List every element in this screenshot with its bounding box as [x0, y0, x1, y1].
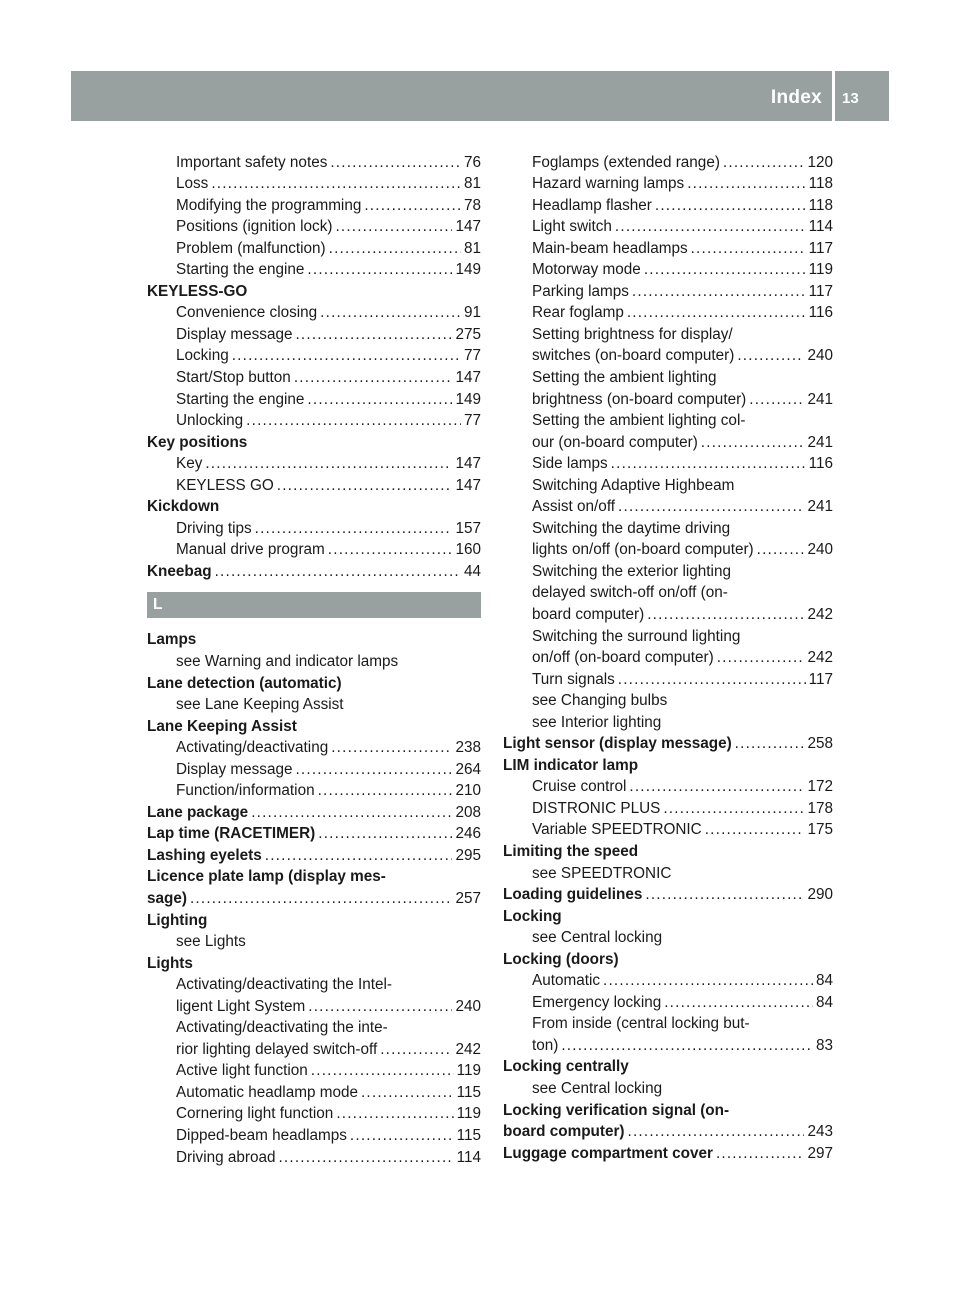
index-heading: Lane Keeping Assist	[147, 717, 297, 735]
dot-leader	[211, 173, 461, 195]
entry-page-number: 243	[807, 1123, 833, 1141]
header-divider	[832, 71, 835, 121]
index-subentry	[147, 1125, 481, 1147]
index-subentry	[147, 737, 481, 759]
entry-page-number: 119	[456, 1105, 481, 1123]
entry-page-number: 238	[455, 739, 481, 757]
index-subentry	[147, 518, 481, 540]
entry-page-number: 117	[808, 282, 833, 300]
dot-leader	[716, 1143, 805, 1165]
index-subentry	[503, 281, 833, 303]
index-subline: Switching the exterior lighting	[532, 562, 731, 580]
dot-leader	[663, 798, 804, 820]
dot-leader	[701, 432, 805, 454]
index-heading: Lighting	[147, 911, 208, 929]
index-main-entry	[147, 802, 481, 824]
entry-page-number: 91	[463, 304, 481, 322]
index-main-entry	[147, 561, 481, 583]
entry-page-number: 241	[807, 498, 833, 516]
dot-leader	[717, 647, 805, 669]
entry-page-number: 116	[808, 304, 833, 322]
index-subline: see Changing bulbs	[532, 692, 668, 710]
dot-leader	[364, 195, 461, 217]
entry-label: Manual drive program	[176, 541, 325, 559]
index-subentry	[503, 389, 833, 411]
index-subline: From inside (central locking but-	[532, 1015, 750, 1033]
entry-page-number: 297	[807, 1144, 833, 1162]
index-subline: see Central locking	[532, 1080, 663, 1098]
index-subentry	[503, 992, 833, 1014]
dot-leader	[330, 152, 461, 174]
entry-page-number: 77	[463, 412, 481, 430]
entry-page-number: 157	[455, 519, 481, 537]
index-subentry	[503, 302, 833, 324]
dot-leader	[361, 1082, 454, 1104]
dot-leader	[190, 888, 453, 910]
page-title: Index	[770, 87, 822, 108]
index-heading: Locking verification signal (on-	[503, 1101, 730, 1119]
dot-leader	[307, 259, 452, 281]
entry-label: Headlamp flasher	[532, 196, 652, 214]
dot-leader	[723, 152, 805, 174]
index-heading: Lamps	[147, 631, 197, 649]
dot-leader	[705, 819, 805, 841]
index-main-entry	[503, 1121, 833, 1143]
entry-label: Turn signals	[532, 670, 615, 688]
index-block-l-continued	[503, 152, 833, 1165]
entry-page-number: 119	[808, 261, 833, 279]
dot-leader	[687, 173, 805, 195]
entry-page-number: 115	[456, 1127, 481, 1145]
index-heading: Licence plate lamp (display mes-	[147, 868, 386, 886]
entry-label: Modifying the programming	[176, 196, 362, 214]
entry-label: Driving abroad	[176, 1148, 276, 1166]
dot-leader	[265, 845, 453, 867]
index-heading: Locking centrally	[503, 1058, 629, 1076]
entry-page-number: 147	[455, 368, 481, 386]
index-subline: see Lane Keeping Assist	[176, 696, 344, 714]
entry-label: Starting the engine	[176, 261, 305, 279]
index-subline: see Central locking	[532, 929, 663, 947]
dot-leader	[335, 216, 452, 238]
index-subentry	[503, 819, 833, 841]
dot-leader	[308, 996, 452, 1018]
index-subentry	[147, 389, 481, 411]
index-subentry	[503, 776, 833, 798]
index-block-k	[147, 152, 481, 583]
dot-leader	[251, 802, 452, 824]
entry-label: Light switch	[532, 218, 612, 236]
entry-label: Important safety notes	[176, 153, 328, 171]
entry-page-number: 240	[807, 347, 833, 365]
index-subentry	[503, 238, 833, 260]
entry-page-number: 241	[807, 390, 833, 408]
dot-leader	[328, 539, 453, 561]
entry-label: Display message	[176, 760, 293, 778]
index-subentry	[147, 1082, 481, 1104]
dot-leader	[277, 475, 453, 497]
dot-leader	[232, 345, 461, 367]
page-number: 13	[842, 90, 859, 107]
index-subentry	[503, 970, 833, 992]
entry-label: Cruise control	[532, 778, 627, 796]
entry-page-number: 242	[807, 605, 833, 623]
entry-page-number: 44	[463, 562, 481, 580]
index-subentry	[147, 1147, 481, 1169]
entry-page-number: 242	[807, 649, 833, 667]
index-subentry	[147, 759, 481, 781]
index-subentry	[147, 259, 481, 281]
dot-leader	[336, 1103, 453, 1125]
index-heading: Lane detection (automatic)	[147, 674, 342, 692]
entry-page-number: 160	[455, 541, 481, 559]
index-subentry	[147, 216, 481, 238]
index-subline: Activating/deactivating the inte-	[176, 1019, 388, 1037]
entry-label: Cornering light function	[176, 1105, 334, 1123]
index-subentry	[503, 647, 833, 669]
entry-label: Kneebag	[147, 562, 212, 580]
index-subentry	[147, 539, 481, 561]
index-subentry	[147, 1103, 481, 1125]
entry-label: Driving tips	[176, 519, 252, 537]
dot-leader	[561, 1035, 813, 1057]
entry-label: ton)	[532, 1036, 559, 1054]
index-subentry	[147, 367, 481, 389]
entry-label: Foglamps (extended range)	[532, 153, 720, 171]
entry-label: sage)	[147, 890, 187, 907]
index-subline: Switching Adaptive Highbeam	[532, 476, 735, 494]
index-subline: Switching the surround lighting	[532, 627, 741, 645]
index-subentry	[147, 195, 481, 217]
dot-leader	[655, 195, 806, 217]
index-subentry	[147, 780, 481, 802]
entry-label: Positions (ignition lock)	[176, 218, 333, 236]
index-subentry	[503, 195, 833, 217]
index-main-entry	[147, 888, 481, 910]
entry-label: Automatic	[532, 972, 601, 990]
index-subline: see Interior lighting	[532, 713, 662, 731]
index-subentry	[147, 345, 481, 367]
index-subentry	[147, 238, 481, 260]
dot-leader	[618, 496, 804, 518]
index-subentry	[147, 1060, 481, 1082]
entry-label: Active light function	[176, 1062, 308, 1080]
index-subentry	[147, 475, 481, 497]
index-main-entry	[147, 845, 481, 867]
entry-page-number: 240	[455, 997, 481, 1015]
dot-leader	[215, 561, 461, 583]
index-subline: delayed switch-off on/off (on-	[532, 584, 728, 602]
entry-label: Convenience closing	[176, 304, 318, 322]
entry-label: Rear foglamp	[532, 304, 624, 322]
entry-page-number: 208	[455, 803, 481, 821]
entry-label: Function/information	[176, 782, 315, 800]
index-subentry	[147, 152, 481, 174]
entry-page-number: 240	[807, 541, 833, 559]
entry-label: Main-beam headlamps	[532, 239, 688, 257]
entry-label: switches (on-board computer)	[532, 347, 735, 365]
dot-leader	[644, 259, 806, 281]
index-subentry	[503, 496, 833, 518]
entry-page-number: 178	[807, 799, 833, 817]
index-subline: see Lights	[176, 933, 246, 951]
dot-leader	[632, 281, 806, 303]
entry-page-number: 257	[455, 890, 481, 907]
dot-leader	[629, 776, 804, 798]
entry-label: Luggage compartment cover	[503, 1144, 713, 1162]
entry-page-number: 242	[455, 1040, 481, 1058]
index-subentry	[147, 453, 481, 475]
index-main-entry	[503, 1143, 833, 1165]
index-heading: Locking (doors)	[503, 950, 619, 968]
entry-page-number: 118	[808, 175, 833, 193]
entry-page-number: 117	[808, 239, 833, 257]
entry-label: Lap time (RACETIMER)	[147, 825, 316, 843]
index-subline: Setting brightness for display/	[532, 325, 733, 343]
dot-leader	[329, 238, 461, 260]
dot-leader	[278, 1147, 453, 1169]
index-heading: Key positions	[147, 433, 248, 451]
entry-page-number: 175	[807, 821, 833, 839]
index-heading: Limiting the speed	[503, 843, 639, 860]
entry-label: Start/Stop button	[176, 368, 291, 386]
dot-leader	[618, 669, 806, 691]
entry-page-number: 210	[455, 782, 481, 800]
entry-label: Lashing eyelets	[147, 846, 262, 864]
entry-label: board computer)	[503, 1123, 625, 1141]
dot-leader	[664, 992, 813, 1014]
index-subentry	[503, 152, 833, 174]
index-heading: LIM indicator lamp	[503, 756, 639, 774]
entry-label: Loading guidelines	[503, 886, 643, 904]
entry-label: Dipped-beam headlamps	[176, 1127, 347, 1145]
index-subentry	[503, 216, 833, 238]
entry-page-number: 116	[808, 455, 833, 473]
entry-label: Display message	[176, 325, 293, 343]
dot-leader	[647, 604, 804, 626]
dot-leader	[320, 302, 461, 324]
entry-page-number: 295	[455, 846, 481, 864]
entry-label: on/off (on-board computer)	[532, 649, 714, 667]
entry-page-number: 84	[815, 972, 833, 990]
dot-leader	[737, 345, 804, 367]
dot-leader	[295, 324, 452, 346]
index-heading: Kickdown	[147, 498, 220, 516]
entry-page-number: 147	[455, 455, 481, 473]
entry-label: Locking	[176, 347, 229, 365]
entry-page-number: 149	[455, 261, 481, 279]
entry-page-number: 115	[456, 1083, 481, 1101]
entry-label: Lane package	[147, 803, 249, 821]
dot-leader	[350, 1125, 454, 1147]
entry-label: Automatic headlamp mode	[176, 1083, 358, 1101]
entry-label: DISTRONIC PLUS	[532, 799, 661, 817]
entry-page-number: 172	[807, 778, 833, 796]
entry-page-number: 258	[807, 735, 833, 753]
entry-label: Motorway mode	[532, 261, 641, 279]
dot-leader	[691, 238, 806, 260]
section-letter-bar: L	[147, 592, 481, 618]
dot-leader	[611, 453, 806, 475]
entry-page-number: 118	[808, 196, 833, 214]
entry-label: Assist on/off	[532, 498, 616, 516]
dot-leader	[735, 733, 805, 755]
index-subentry	[147, 324, 481, 346]
entry-page-number: 119	[456, 1062, 481, 1080]
index-subline: see Warning and indicator lamps	[176, 652, 399, 670]
dot-leader	[627, 302, 806, 324]
entry-page-number: 149	[455, 390, 481, 408]
dot-leader	[294, 367, 453, 389]
index-subentry	[503, 345, 833, 367]
dot-leader	[255, 518, 453, 540]
index-subline: Switching the daytime driving	[532, 519, 731, 537]
dot-leader	[311, 1060, 454, 1082]
entry-label: ligent Light System	[176, 997, 306, 1015]
index-subentry	[503, 1035, 833, 1057]
entry-page-number: 83	[815, 1036, 833, 1054]
entry-label: Light sensor (display message)	[503, 735, 732, 753]
index-heading: Locking	[503, 907, 562, 925]
entry-page-number: 81	[463, 239, 481, 257]
dot-leader	[318, 823, 452, 845]
entry-label: Starting the engine	[176, 390, 305, 408]
entry-label: rior lighting delayed switch-off	[176, 1040, 378, 1058]
entry-label: Loss	[176, 175, 209, 193]
dot-leader	[628, 1121, 805, 1143]
dot-leader	[645, 884, 804, 906]
index-subentry	[503, 259, 833, 281]
entry-label: Side lamps	[532, 455, 608, 473]
entry-label: Parking lamps	[532, 282, 629, 300]
entry-page-number: 84	[815, 993, 833, 1011]
entry-page-number: 290	[807, 886, 833, 904]
index-subentry	[503, 604, 833, 626]
dot-leader	[380, 1039, 452, 1061]
dot-leader	[615, 216, 806, 238]
entry-page-number: 147	[455, 476, 481, 494]
entry-label: lights on/off (on-board computer)	[532, 541, 754, 559]
dot-leader	[757, 539, 805, 561]
entry-page-number: 81	[463, 175, 481, 193]
index-subentry	[147, 302, 481, 324]
entry-page-number: 114	[808, 218, 833, 236]
entry-page-number: 275	[455, 325, 481, 343]
index-block-l	[147, 629, 481, 1168]
index-heading: Lights	[147, 954, 193, 972]
entry-page-number: 76	[463, 153, 481, 171]
entry-page-number: 78	[463, 196, 481, 214]
entry-page-number: 77	[463, 347, 481, 365]
entry-label: Hazard warning lamps	[532, 175, 685, 193]
dot-leader	[205, 453, 452, 475]
index-subline: Setting the ambient lighting	[532, 368, 717, 386]
entry-label: brightness (on-board computer)	[532, 390, 747, 408]
entry-label: Variable SPEEDTRONIC	[532, 821, 702, 839]
entry-label: Problem (malfunction)	[176, 239, 326, 257]
index-column-right	[503, 152, 833, 1165]
index-subentry	[147, 173, 481, 195]
index-subline: see SPEEDTRONIC	[532, 864, 672, 882]
entry-label: Emergency locking	[532, 993, 662, 1011]
entry-label: Key	[176, 455, 203, 473]
entry-label: Unlocking	[176, 412, 244, 430]
index-subentry	[503, 173, 833, 195]
index-subline: Setting the ambient lighting col-	[532, 412, 746, 430]
index-subentry	[147, 410, 481, 432]
dot-leader	[246, 410, 461, 432]
dot-leader	[295, 759, 452, 781]
dot-leader	[603, 970, 813, 992]
index-subentry	[503, 453, 833, 475]
dot-leader	[318, 780, 453, 802]
index-subentry	[147, 996, 481, 1018]
entry-label: our (on-board computer)	[532, 433, 698, 451]
entry-page-number: 117	[808, 670, 833, 688]
entry-page-number: 120	[807, 153, 833, 171]
index-main-entry	[147, 823, 481, 845]
index-subentry	[147, 1039, 481, 1061]
index-subentry	[503, 669, 833, 691]
dot-leader	[307, 389, 452, 411]
entry-page-number: 246	[455, 825, 481, 843]
index-heading: KEYLESS-GO	[147, 282, 248, 300]
index-subentry	[503, 539, 833, 561]
entry-label: Activating/deactivating	[176, 739, 329, 757]
entry-page-number: 264	[455, 760, 481, 778]
index-subline: Activating/deactivating the Intel-	[176, 976, 392, 994]
entry-label: KEYLESS GO	[176, 476, 274, 494]
dot-leader	[749, 389, 804, 411]
entry-page-number: 241	[807, 433, 833, 451]
dot-leader	[331, 737, 452, 759]
entry-label: board computer)	[532, 605, 645, 623]
entry-page-number: 114	[456, 1148, 481, 1166]
index-main-entry	[503, 733, 833, 755]
index-subentry	[503, 432, 833, 454]
entry-page-number: 147	[455, 218, 481, 236]
index-main-entry	[503, 884, 833, 906]
index-subentry	[503, 798, 833, 820]
index-column-left	[147, 152, 481, 1169]
